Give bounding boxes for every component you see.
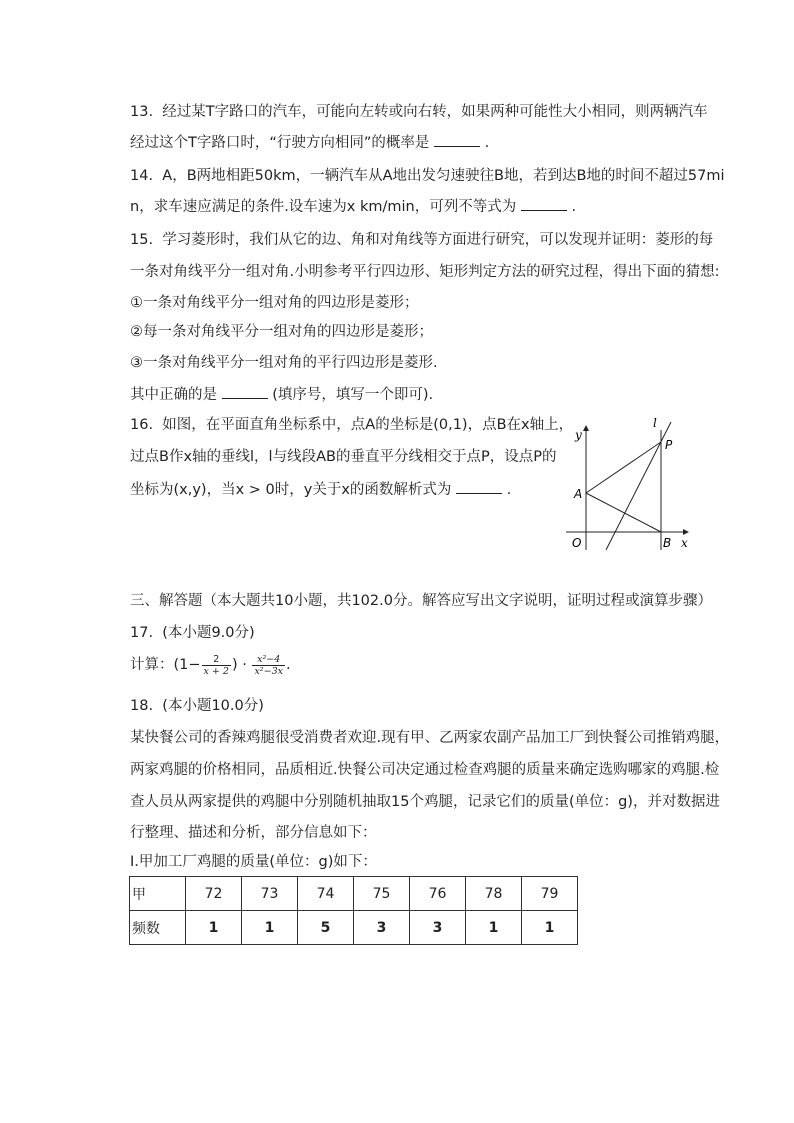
table-cell: 73 [242, 877, 298, 911]
q18-score: (本小题10.0分) [162, 698, 264, 714]
q16-text-2: 过点B作x轴的垂线l，l与线段AB的垂直平分线相交于点P，设点P的 [130, 449, 557, 465]
q16-line3 [130, 479, 511, 500]
q18-paragraph-4: 行整理、描述和分析，部分信息如下： [130, 825, 377, 841]
q15-line1 [130, 230, 713, 250]
table-cell: 74 [298, 877, 354, 911]
q15-line2 [130, 262, 720, 282]
q15-ask-b: (填序号，填写一个即可). [272, 387, 434, 403]
q15-option-1: ①一条对角线平分一组对角的四边形是菱形； [130, 295, 419, 311]
q15-text-1: 学习菱形时，我们从它的边、角和对角线等方面进行研究，可以发现并证明：菱形的每 [162, 232, 714, 248]
q15-answer-blank[interactable] [222, 384, 268, 399]
q15-question [130, 384, 433, 405]
q18-subheading-1: Ⅰ.甲加工厂鸡腿的质量(单位：g)如下： [130, 854, 377, 870]
q14-line1 [130, 166, 725, 186]
q17-header [130, 623, 255, 643]
q16-number: 16. [130, 417, 154, 433]
q15-option-3: ③一条对角线平分一组对角的平行四边形是菱形. [130, 355, 438, 371]
table-cell: 72 [186, 877, 242, 911]
section-3-heading [130, 591, 712, 611]
q13-text-2: 经过这个T字路口时，“行驶方向相同”的概率是 [130, 135, 430, 151]
q18-data-table [129, 876, 578, 945]
q16-coordinate-figure [560, 412, 700, 552]
q16-end: . [506, 482, 512, 498]
q13-text-1: 经过某T字路口的汽车，可能向左转或向右转，如果两种可能性大小相同，则两辆汽车 [162, 104, 708, 120]
q17-score: (本小题9.0分) [162, 625, 255, 641]
table-cell: 3 [354, 911, 410, 945]
table-cell: 78 [466, 877, 522, 911]
q13-line2 [130, 132, 489, 153]
q13-end: . [484, 135, 490, 151]
q18-header [130, 696, 264, 716]
q17-fraction-2 [252, 654, 285, 677]
segment-AB [586, 493, 661, 532]
q16-text-1: 如图，在平面直角坐标系中，点A的坐标是(0,1)，点B在x轴上， [162, 417, 574, 433]
q13-answer-blank[interactable] [434, 132, 480, 147]
segment-AP [586, 442, 661, 493]
q14-number: 14. [130, 168, 154, 184]
table-cell: 3 [410, 911, 466, 945]
table-row [130, 877, 578, 911]
q16-line2 [130, 447, 556, 467]
q15-number: 15. [130, 232, 154, 248]
q17-number: 17. [130, 625, 154, 641]
q17-expression: 计算：(1− $\frac{2}{x + 2}$ ) · $\frac{\text{x²−4}}{\text{x²−3x}}$ . [130, 653, 291, 677]
q15-ask-a: 其中正确的是 [130, 387, 217, 403]
q17-frac1-num: 2 [202, 654, 231, 666]
q13-number: 13. [130, 104, 154, 120]
label-l: l [653, 416, 657, 430]
q14-text-2: n，求车速应满足的条件.设车速为x km/min，可列不等式为 [130, 199, 517, 215]
section-3-heading-text: 三、解答题（本大题共10小题，共102.0分。解答应写出文字说明，证明过程或演算步骤） [130, 593, 712, 609]
q18-number: 18. [130, 698, 154, 714]
label-A: A [574, 487, 583, 501]
label-x: x [681, 536, 688, 550]
q16-answer-blank[interactable] [456, 479, 502, 494]
q14-text-1: A，B两地相距50km，一辆汽车从A地出发匀速驶往B地，若到达B地的时间不超过57mi [162, 168, 725, 184]
q18-paragraph-3: 查人员从两家提供的鸡腿中分别随机抽取15个鸡腿，记录它们的质量(单位：g)，并对数据进 [130, 794, 720, 810]
q16-line1 [130, 415, 573, 435]
label-P: P [665, 438, 673, 452]
table-cell: 79 [522, 877, 578, 911]
label-y: y [575, 428, 582, 442]
q14-line2 [130, 196, 576, 217]
q17-fraction-1 [202, 654, 231, 677]
table-cell: 1 [466, 911, 522, 945]
table-row [130, 911, 578, 945]
label-B: B [663, 536, 672, 550]
table-cell: 75 [354, 877, 410, 911]
q17-frac1-den: x + 2 [203, 665, 229, 677]
q15-text-2: 一条对角线平分一组对角.小明参考平行四边形、矩形判定方法的研究过程，得出下面的猜想: [130, 264, 720, 280]
q17-frac2-num: x²−4 [252, 654, 285, 666]
q16-text-3: 坐标为(x,y)，当x > 0时，y关于x的函数解析式为 [130, 482, 452, 498]
table-cell: 1 [242, 911, 298, 945]
table-row-head: 甲 [130, 877, 186, 911]
q14-answer-blank[interactable] [521, 196, 567, 211]
q15-option-2: ②每一条对角线平分一组对角的四边形是菱形； [130, 324, 433, 340]
q17-calc-label: 计算： [130, 657, 174, 673]
table-cell: 1 [186, 911, 242, 945]
q18-paragraph-2: 两家鸡腿的价格相同，品质相近.快餐公司决定通过检查鸡腿的质量来确定选购哪家的鸡腿.检 [130, 762, 720, 778]
q14-end: . [571, 199, 577, 215]
table-cell: 5 [298, 911, 354, 945]
table-cell: 1 [522, 911, 578, 945]
q17-frac2-den: x²−3x [254, 665, 283, 677]
table-row-head: 频数 [130, 911, 186, 945]
q13-line1 [130, 102, 708, 122]
label-O: O [572, 536, 582, 550]
q18-paragraph-1: 某快餐公司的香辣鸡腿很受消费者欢迎.现有甲、乙两家农副产品加工厂到快餐公司推销鸡腿， [130, 730, 730, 746]
table-cell: 76 [410, 877, 466, 911]
